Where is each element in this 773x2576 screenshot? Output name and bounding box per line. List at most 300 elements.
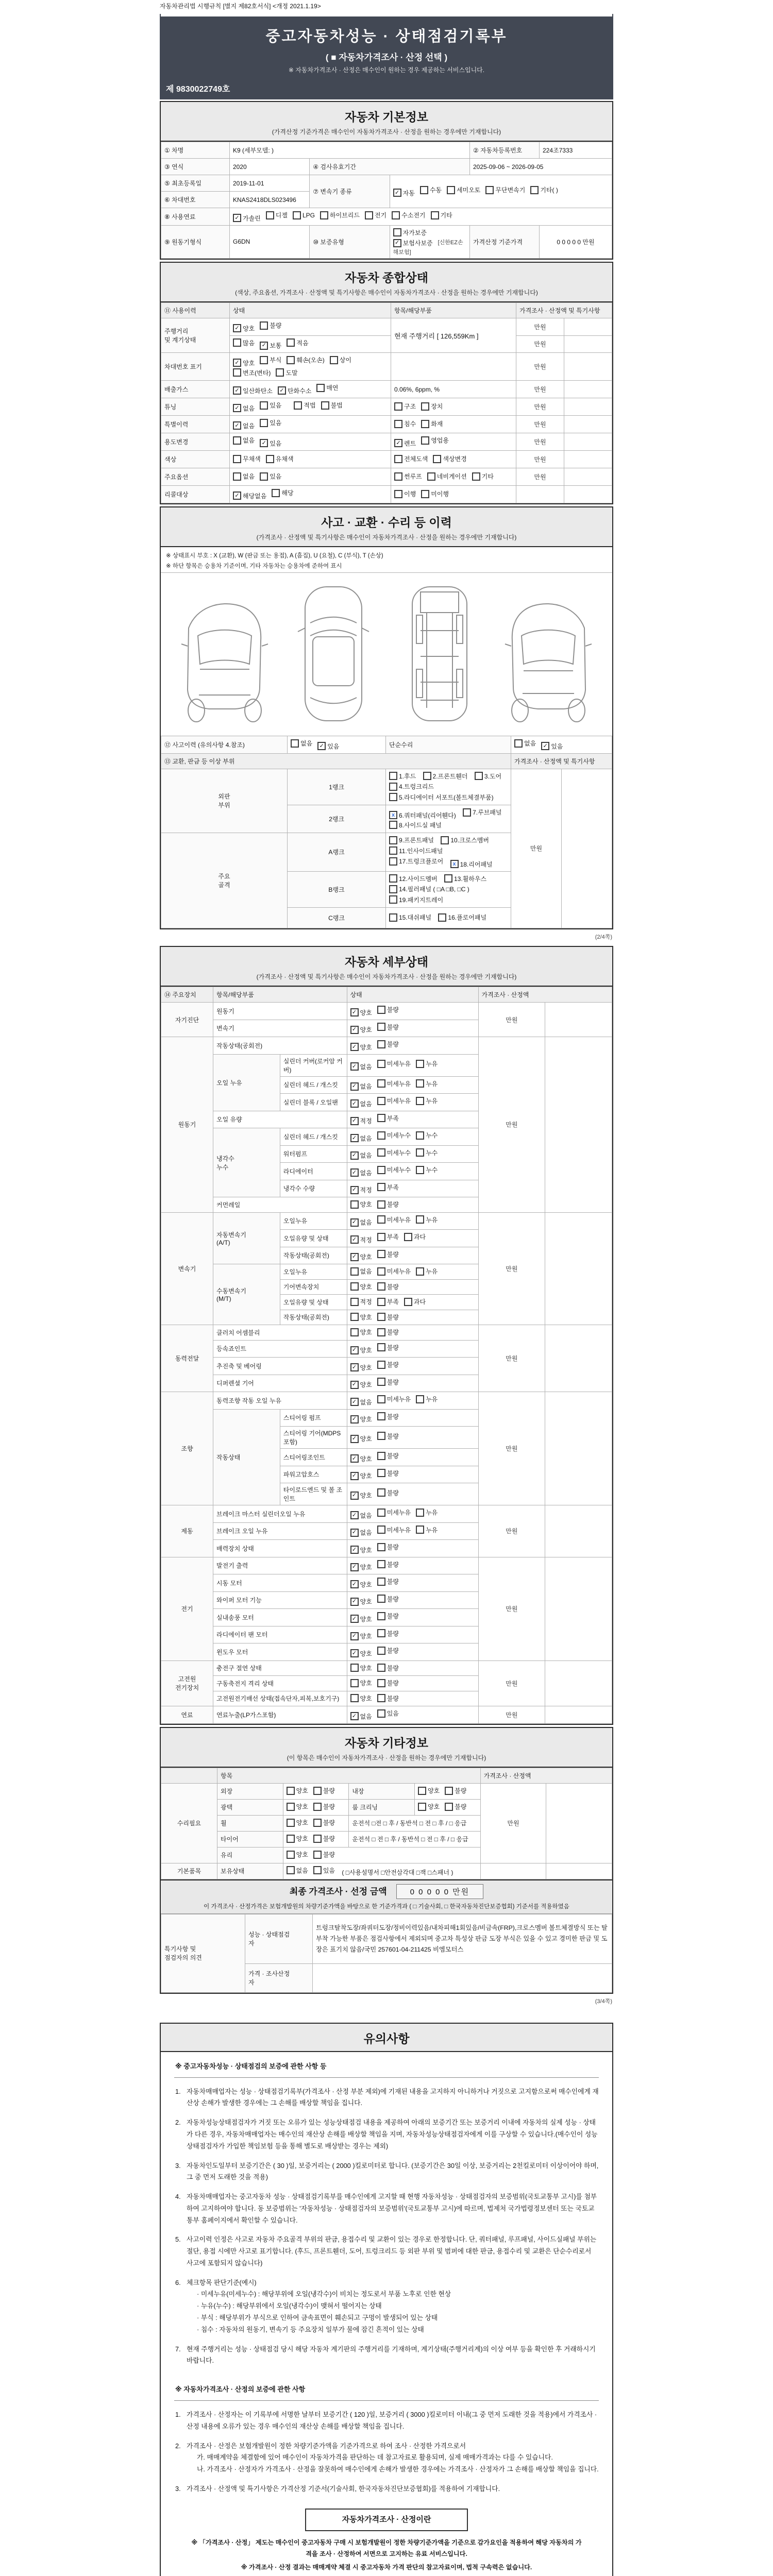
unchecked-checkbox-icon [287,1866,295,1874]
price-cell [516,486,564,503]
field-label: ⑥ 차대번호 [161,192,230,208]
notice-item-number: 3. [175,2161,181,2170]
simple-repair-options [511,736,612,754]
checkbox-option [350,1134,372,1143]
state-cell [347,1505,478,1523]
unchecked-checkbox-icon [416,1131,424,1140]
checkbox-option [377,1165,411,1174]
checkbox-option [377,1664,399,1672]
checkbox-option [416,1079,438,1088]
price-cell: 만원 [516,416,564,433]
checkbox-label: 없음 [300,740,313,748]
etc-title: 자동차 기타정보 [345,1736,428,1750]
checkbox-option [377,1040,399,1048]
overall-row [161,451,612,468]
state-cell [347,1626,478,1643]
note-cell [546,1783,612,1863]
checked-checkbox-icon: ✓ [350,1253,359,1261]
checkbox-option [389,836,434,844]
checkbox-option [377,1183,399,1192]
unchecked-checkbox-icon [287,1787,295,1795]
state-cell [347,1643,478,1661]
checkbox-option [393,239,433,247]
checkbox-option [377,1328,399,1336]
checkbox-label: 불량 [386,1329,399,1336]
checked-checkbox-icon: ✓ [350,1511,359,1519]
item-label: 작동상태(공회전) [213,1037,347,1055]
unchecked-checkbox-icon [377,1560,385,1568]
checkbox-label: 없음 [360,1169,372,1177]
checkbox-label: 없음 [243,437,255,445]
checkbox-label: 일산화탄소 [243,387,273,395]
checkbox-option [266,454,294,463]
accident-history-table [161,736,612,928]
checkbox-label: 불량 [386,1313,399,1321]
checkbox-label: 불량 [386,1469,399,1477]
checkbox-label: 미세누유 [386,1268,411,1276]
unchecked-checkbox-icon [377,1040,385,1048]
checkbox-option [377,1343,399,1352]
checkbox-label: 화재 [431,420,443,428]
etc-header-row: 항목 가격조사 · 산정액 [161,1768,612,1783]
checkbox-option [320,211,360,219]
unchecked-checkbox-icon [377,1166,385,1174]
checkbox-label: 누유 [426,1396,438,1403]
checkbox-option [389,782,434,791]
checkbox-label: 4.트렁크리드 [399,783,434,791]
notice-item-number: 1. [175,2087,181,2095]
checkbox-label: 누유 [426,1526,438,1534]
checkbox-label: 있음 [270,419,282,427]
unchecked-checkbox-icon [316,384,325,392]
detail-row [161,1557,612,1574]
checkbox-option [260,321,281,330]
state-cell [347,1003,478,1020]
checkbox-option [377,1232,399,1241]
overall-header-row: ⑪ 사용이력 상태 항목/해당부품 가격조사 · 산정액 및 특기사항 [161,303,612,318]
checkbox-label: 3.도어 [484,772,502,780]
unchecked-checkbox-icon [377,1267,385,1276]
rank-label: 2랭크 [288,805,386,833]
checked-checkbox-icon: ✓ [233,359,241,367]
car-diagram-front-quarter-icon [173,579,271,728]
checkbox-option [350,1008,372,1017]
checkbox-option [233,338,255,347]
checkbox-label: 불량 [386,1680,399,1687]
state-cell [347,1540,478,1557]
checkbox-option [416,1508,438,1517]
checkbox-option [389,821,442,829]
note-cell [545,1003,612,1037]
car-valid-period: 2025-09-06 ~ 2026-09-05 [470,159,612,175]
overall-row [161,433,612,451]
engine-type: G6DN [230,225,310,259]
unchecked-checkbox-icon [365,211,373,219]
notice-item-text: 자동차매매업자는 성능 · 상태점검기록부(가격조사 · 산정 부분 제외)에 기재된 내용을 고지하지 아니하거나 거짓으로 고지함으로써 매수인에게 재산상 손해가 발생한 경우에는 그 손해를 배상할 책임을 집니다. [187,2087,599,2107]
unchecked-checkbox-icon [377,1647,385,1655]
checkbox-option [350,1632,372,1640]
state-cell [347,1310,478,1325]
checked-checkbox-icon: ✓ [233,421,241,430]
unchecked-checkbox-icon [377,1282,385,1291]
checkbox-option [350,1528,372,1537]
price-cell: 만원 [511,769,562,928]
checkbox-option [377,1096,411,1105]
unchecked-checkbox-icon [350,1267,359,1276]
rank-label: C랭크 [288,908,386,928]
notice-item-number: 2. [175,2119,181,2127]
checkbox-label: 불량 [386,1201,399,1209]
checkbox-option [394,472,422,481]
checked-checkbox-icon: ✓ [350,1492,359,1500]
section-notice [160,2023,613,2576]
unchecked-checkbox-icon [350,1328,359,1336]
unchecked-checkbox-icon [389,793,397,801]
unchecked-checkbox-icon [350,1694,359,1702]
checkbox-option [350,1116,372,1125]
checkbox-option [233,324,255,333]
unchecked-checkbox-icon [233,472,241,481]
checkbox-option [350,1434,372,1443]
checkbox-option [350,1168,372,1177]
rank-items [386,833,511,872]
state-cell [230,353,391,381]
unchecked-checkbox-icon [293,211,301,219]
state-cell [347,1706,478,1724]
item-label: 디퍼렌셜 기어 [213,1375,347,1392]
checkbox-option [377,1297,399,1306]
unchecked-checkbox-icon [423,772,431,780]
item-label: 브레이크 오일 누유 [213,1522,347,1540]
unchecked-checkbox-icon [377,1412,385,1420]
checked-checkbox-icon: ✓ [350,1398,359,1406]
price-survey-definition-box [174,2509,599,2532]
field-label: ① 차명 [161,142,230,159]
transmission-options [390,175,612,208]
sub-group-label: 자동변속기 (A/T) [213,1212,280,1264]
checkbox-option [313,1818,335,1827]
checkbox-label: 양호 [360,1435,372,1443]
unchecked-checkbox-icon [377,1378,385,1386]
state-cell [414,1799,480,1815]
checkbox-label: 양호 [296,1819,308,1827]
state-cell [347,1392,478,1410]
unchecked-checkbox-icon [260,321,268,330]
checkbox-label: 불량 [386,1023,399,1031]
item-label: 등속죠인트 [213,1340,347,1358]
unchecked-checkbox-icon [350,1282,359,1291]
checkbox-option [350,1151,372,1160]
parts-cell: 0.06%, 6ppm, % [391,381,516,398]
notice-item-number: 1. [175,2411,181,2419]
checkbox-option [420,185,442,194]
document-number: 제 9830022749호 [166,85,230,94]
checkbox-label: 6.쿼터패널(리어휀다) [399,811,456,819]
unchecked-checkbox-icon [416,1148,424,1157]
checkbox-label: 해당없음 [243,492,267,500]
unchecked-checkbox-icon [377,1664,385,1672]
state-cell [283,1847,480,1863]
notice-item-number: 2. [175,2442,181,2450]
checkbox-label: 수동 [429,187,442,194]
checkbox-label: 불량 [386,1283,399,1291]
device-label: 연료 [161,1706,213,1724]
car-name: K9 (세부모델: ) [230,142,470,159]
checkbox-option [389,811,456,820]
checkbox-label: 불량 [323,1851,335,1859]
unchecked-checkbox-icon [377,1694,385,1702]
checkbox-label: LPG [302,211,315,219]
unchecked-checkbox-icon [404,1298,412,1306]
checkbox-label: 12.사이드멤버 [399,875,438,883]
checkbox-label: 부족 [386,1114,399,1122]
checkbox-label: 하이브리드 [329,212,360,219]
unchecked-checkbox-icon [233,338,241,347]
unchecked-checkbox-icon [418,1787,426,1795]
checkbox-label: 많음 [243,339,255,347]
usage-item-label: 튜닝 [161,398,230,416]
unchecked-checkbox-icon [433,455,441,463]
detail-row [161,1660,612,1676]
notice-item [174,2117,599,2152]
unchecked-checkbox-icon [389,836,397,844]
state-cell [283,1831,349,1847]
checkbox-option [321,401,343,410]
notice-item-text: 자동차성능상태점검자가 거짓 또는 오류가 있는 성능상태점검 내용을 제공하여 아래의 보증기간 또는 보증거리 이내에 자동차의 실제 성능 · 상태가 다른 경우, 자동차매매업자는 매수인의 재산상 손해를 배상할 책임을 지며, 자동차성능상태점검자에게 이를 구상할 수 있습니다.(매수인이 성능상태점검자가 가입한 책임보험 등을 통해 별도로 배상받는 경우는 제외) [187,2119,598,2150]
item-label: 커먼레일 [213,1197,347,1213]
checked-checkbox-icon: ✓ [350,1529,359,1537]
state-cell [347,1557,478,1574]
checkbox-option [266,211,288,219]
checked-checkbox-icon: ✓ [260,439,268,447]
checkbox-option [438,913,486,922]
item-label: 와이퍼 모터 기능 [213,1591,347,1609]
detail-titlebar [161,947,612,987]
item-label: 추진축 및 베어링 [213,1358,347,1375]
checkbox-label: 불량 [323,1787,335,1795]
price-cell: 만원 [516,381,564,398]
basic-info-titlebar [161,102,612,142]
checkbox-label: 양호 [243,325,255,332]
overall-row [161,353,612,381]
checkbox-option [416,1395,438,1403]
sub-group-label: 수동변속기 (M/T) [213,1264,280,1325]
checked-checkbox-icon: ✓ [317,742,326,750]
state-cell [230,468,391,486]
checkbox-label: 수소전기 [401,212,426,219]
unchecked-checkbox-icon [377,1488,385,1497]
note-cell [545,1706,612,1724]
checkbox-label: 기타 [481,473,494,481]
checkbox-label: 불량 [323,1819,335,1827]
fuel-options [230,208,612,226]
state-cell [283,1863,480,1879]
unchecked-checkbox-icon [431,211,439,219]
checkbox-option [233,368,271,377]
checkbox-option [350,1454,372,1463]
device-label: 제동 [161,1505,213,1557]
item-label: 브레이크 마스터 실린더오일 누유 [213,1505,347,1523]
usage-item-label: 배출가스 [161,381,230,398]
checkbox-option [377,1469,399,1478]
checked-checkbox-icon: ✓ [350,1649,359,1657]
checkbox-option [393,228,427,237]
checkbox-option [350,1546,372,1554]
item-label: 윈도우 모터 [213,1643,347,1661]
checkbox-option [350,1511,372,1520]
checked-checkbox-icon: ✓ [233,404,241,412]
checkbox-option [394,402,416,411]
checkbox-option [350,1597,372,1606]
section-basic-info [160,101,613,260]
checkbox-option [377,1679,399,1687]
checkbox-label: 없음 [360,1529,372,1537]
state-cell [347,1609,478,1626]
remarks-table [161,1914,612,1993]
unchecked-checkbox-icon [418,1803,426,1811]
checkbox-option [463,808,501,817]
state-cell [347,1054,478,1076]
checkbox-option [313,1850,335,1859]
checkbox-label: 불량 [386,1630,399,1637]
checked-checkbox-icon: ✓ [350,1008,359,1016]
checkbox-label: 양호 [360,1492,372,1500]
price-cell: 만원 [478,1505,545,1557]
etc-item-label: 내장 [349,1783,415,1799]
state-cell [230,335,391,353]
item-label: 라디에이터 팬 모터 [213,1626,347,1643]
checkbox-label: 양호 [360,1664,372,1672]
checkbox-option [377,1508,411,1517]
checkbox-option [330,355,351,364]
unchecked-checkbox-icon [287,356,295,364]
checkbox-option [350,1062,372,1071]
extra-cell: 운전석 □ 전 □ 후 / 동반석 □ 전 □ 후 / □ 응급 [349,1831,480,1847]
unchecked-checkbox-icon [276,368,284,377]
checkbox-option [389,793,494,802]
state-cell [347,1247,478,1264]
note-cell [545,1037,612,1213]
unchecked-checkbox-icon [377,1612,385,1620]
field-label: ⑦ 변속기 종류 [310,175,390,208]
notice-sub-item: · 부식 : 해당부위가 부식으로 인하여 금속표면이 훼손되고 구멍이 발생되어 있는 상태 [197,2313,438,2321]
overall-row [161,468,612,486]
checkbox-label: 누수 [426,1149,438,1157]
checked-checkbox-icon: x [389,811,397,819]
inspector-label: 성능 · 상태점검 자 [245,1914,313,1963]
checkbox-label: 양호 [360,1253,372,1261]
car-first-reg: 2019-11-01 [230,175,310,192]
usage-item-label: 특별이력 [161,416,230,433]
parts-cell [391,451,516,468]
checkbox-label: 미세누유 [386,1060,411,1068]
notice-sub-item: 가. 매매계약을 체결함에 있어 매수인이 자동차가격을 판단하는 데 참고자료로 활용되며, 실제 매매가격과는 다를 수 있습니다. [197,2453,553,2462]
checkbox-label: 디젤 [275,212,288,219]
unchecked-checkbox-icon [313,1835,322,1843]
document [160,0,613,2576]
checkbox-option [350,1471,372,1480]
checkbox-option [377,1412,399,1421]
checkbox-label: 8.사이드실 패널 [399,821,442,829]
checkbox-option [291,739,312,748]
checkbox-option [423,772,468,781]
price-survey-option: ( ■ 자동차가격조사 · 산정 선택 ) [325,53,448,62]
checkbox-label: 불량 [386,1250,399,1258]
section-accident-history [160,506,613,929]
detail-title: 자동차 세부상태 [345,955,428,969]
inspector-opinion: 트렁크탈착도장/좌쿼터도장/정비이력있음/내차피해1회있음/비금속(FRP),크로스멤버 볼트체결방식 또는 탈부착 가능한 부품은 점검사항에서 제외되며 중고차 특성상 판금 도장 부식은 있을 수 있고 경미한 판금 및 도장은 표기치 않음/국민 257601-04-211425 비엠모터스 [313,1914,612,1963]
unchecked-checkbox-icon [392,211,400,219]
checked-checkbox-icon: ✓ [350,1546,359,1554]
etc-item-label: 광택 [217,1799,283,1815]
checked-checkbox-icon: ✓ [350,1472,359,1480]
checkbox-option [287,1786,308,1795]
item-label: 실린더 블록 / 오일팬 [280,1094,347,1111]
checkbox-label: 무채색 [243,455,261,463]
checked-checkbox-icon: ✓ [350,1415,359,1423]
checkbox-label: 불량 [386,1578,399,1586]
checked-checkbox-icon: ✓ [233,214,241,222]
checkbox-label: 양호 [360,1455,372,1463]
checkbox-label: 양호 [360,1347,372,1354]
detail-row [161,1505,612,1523]
checked-checkbox-icon: ✓ [350,1082,359,1091]
accident-history-options [288,736,386,754]
field-label: ⑧ 사용연료 [161,208,230,226]
checked-checkbox-icon: ✓ [350,1151,359,1160]
unchecked-checkbox-icon [394,472,402,481]
state-cell [347,1466,478,1483]
overall-subtitle: (색상, 주요옵션, 가격조사 · 산정액 및 특기사항은 매수인이 자동차가격조사 · 산정을 원하는 경우에만 기재합니다) [235,289,538,296]
unchecked-checkbox-icon [260,401,268,410]
checkbox-option [393,189,415,197]
unchecked-checkbox-icon [377,1183,385,1191]
checkbox-label: 있음 [270,439,282,447]
state-cell [347,1212,478,1230]
checkbox-label: 있음 [551,742,563,750]
checkbox-label: 불량 [386,1544,399,1551]
usage-item-label: 색상 [161,451,230,468]
unchecked-checkbox-icon [377,1595,385,1603]
checkbox-label: 불량 [386,1006,399,1014]
checkbox-option [350,1218,372,1227]
checked-checkbox-icon: ✓ [350,1134,359,1142]
checkbox-label: 양호 [360,1598,372,1606]
item-label: 라디에이터 [280,1163,347,1180]
unchecked-checkbox-icon [233,455,241,463]
unchecked-checkbox-icon [287,1819,295,1827]
checkbox-option [350,1615,372,1623]
etc-item-label: 외장 [217,1783,283,1799]
state-cell [347,1449,478,1466]
item-label: 충전구 절연 상태 [213,1660,347,1676]
state-cell [283,1815,349,1831]
section-overall-state [160,262,613,504]
checkbox-label: 썬루프 [404,473,422,481]
checkbox-option [260,401,281,410]
checked-checkbox-icon: ✓ [233,324,241,332]
checkbox-option [377,1488,399,1497]
checkbox-option [233,454,261,463]
checked-checkbox-icon: ✓ [350,1099,359,1108]
page-marker-2: (2/4쪽) [595,934,612,941]
checkbox-option [377,1200,399,1209]
unchecked-checkbox-icon [389,821,397,829]
checkbox-option [389,857,443,866]
checkbox-label: 자동 [402,189,415,197]
item-label: 고전원전기배선 상태(접속단자,피복,보호기구) [213,1691,347,1706]
final-price-label: 최종 가격조사 · 선정 금액 [289,1886,387,1896]
